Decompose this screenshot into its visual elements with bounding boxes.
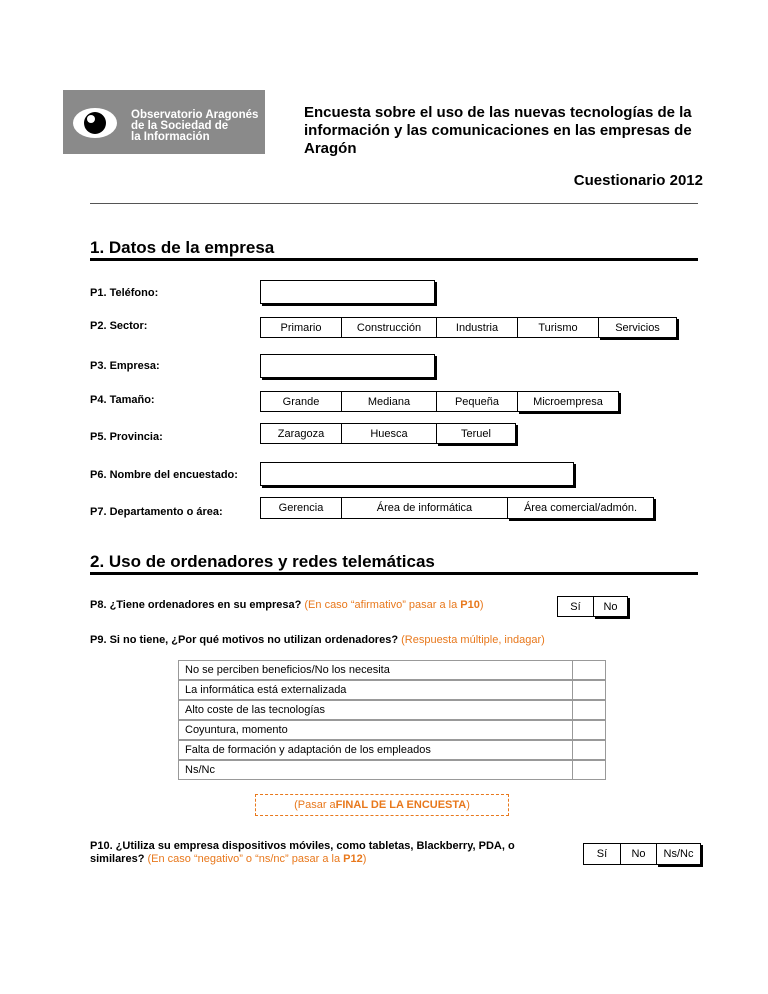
p7-option[interactable]: Gerencia — [260, 497, 342, 519]
p5-label: P5. Provincia: — [90, 431, 163, 443]
p2-option[interactable]: Turismo — [517, 317, 599, 338]
p4-option[interactable]: Mediana — [341, 391, 437, 412]
p5-option[interactable]: Teruel — [436, 423, 516, 444]
section1-title: 1. Datos de la empresa — [90, 238, 275, 257]
p1-label: P1. Teléfono: — [90, 287, 159, 299]
logo-text: Observatorio Aragonés de la Sociedad de la Información — [131, 109, 259, 143]
p6-label: P6. Nombre del encuestado: — [90, 469, 238, 481]
p7-label: P7. Departamento o área: — [90, 506, 223, 518]
p7-option[interactable]: Área comercial/admón. — [507, 497, 654, 519]
p8-question: P8. ¿Tiene ordenadores en su empresa? (En caso “afirmativo” pasar a la P10) — [90, 599, 484, 611]
p2-label: P2. Sector: — [90, 320, 148, 332]
p5-option[interactable]: Zaragoza — [260, 423, 342, 444]
section1-rule — [90, 258, 698, 261]
p2-option[interactable]: Servicios — [598, 317, 677, 338]
p10-option[interactable]: No — [620, 843, 657, 865]
p5-option[interactable]: Huesca — [341, 423, 437, 444]
divider — [90, 203, 698, 204]
p1-phone-field[interactable] — [260, 280, 435, 304]
eye-logo-icon — [71, 106, 119, 140]
skip-instruction: (Pasar a FINAL DE LA ENCUESTA ) — [255, 794, 509, 816]
logo — [63, 90, 265, 154]
checkbox-cell[interactable] — [572, 681, 605, 699]
p9-row[interactable]: Coyuntura, momento — [178, 720, 606, 740]
p9-row[interactable]: Alto coste de las tecnologías — [178, 700, 606, 720]
p4-option[interactable]: Microempresa — [517, 391, 619, 412]
p2-option[interactable]: Construcción — [341, 317, 437, 338]
p2-option[interactable]: Primario — [260, 317, 342, 338]
checkbox-cell[interactable] — [572, 721, 605, 739]
section2-rule — [90, 572, 698, 575]
checkbox-cell[interactable] — [572, 661, 605, 679]
section2-title: 2. Uso de ordenadores y redes telemáticas — [90, 552, 435, 571]
survey-year: Cuestionario 2012 — [573, 172, 703, 189]
p8-option[interactable]: Sí — [557, 596, 594, 617]
p9-row[interactable]: Falta de formación y adaptación de los empleados — [178, 740, 606, 760]
p9-row[interactable]: La informática está externalizada — [178, 680, 606, 700]
p10-option[interactable]: Ns/Nc — [656, 843, 701, 865]
p10-option[interactable]: Sí — [583, 843, 621, 865]
p7-option[interactable]: Área de informática — [341, 497, 508, 519]
p9-question: P9. Si no tiene, ¿Por qué motivos no utilizan ordenadores? (Respuesta múltiple, indagar) — [90, 634, 545, 646]
p9-row[interactable]: No se perciben beneficios/No los necesita — [178, 660, 606, 680]
p3-label: P3. Empresa: — [90, 360, 160, 372]
p3-company-field[interactable] — [260, 354, 435, 378]
p10-question: P10. ¿Utiliza su empresa dispositivos móviles, como tabletas, Blackberry, PDA, o similares? (En caso “negativo” o “ns/nc” pasar a la P12) — [90, 840, 515, 865]
p2-option[interactable]: Industria — [436, 317, 518, 338]
p6-name-field[interactable] — [260, 462, 574, 486]
p4-option[interactable]: Pequeña — [436, 391, 518, 412]
p4-option[interactable]: Grande — [260, 391, 342, 412]
p8-option[interactable]: No — [593, 596, 628, 617]
p4-label: P4. Tamaño: — [90, 394, 155, 406]
checkbox-cell[interactable] — [572, 761, 605, 779]
checkbox-cell[interactable] — [572, 701, 605, 719]
survey-title: Encuesta sobre el uso de las nuevas tecnologías de la información y las comunicaciones en las empresas de Aragón — [304, 104, 692, 157]
checkbox-cell[interactable] — [572, 741, 605, 759]
p9-row[interactable]: Ns/Nc — [178, 760, 606, 780]
